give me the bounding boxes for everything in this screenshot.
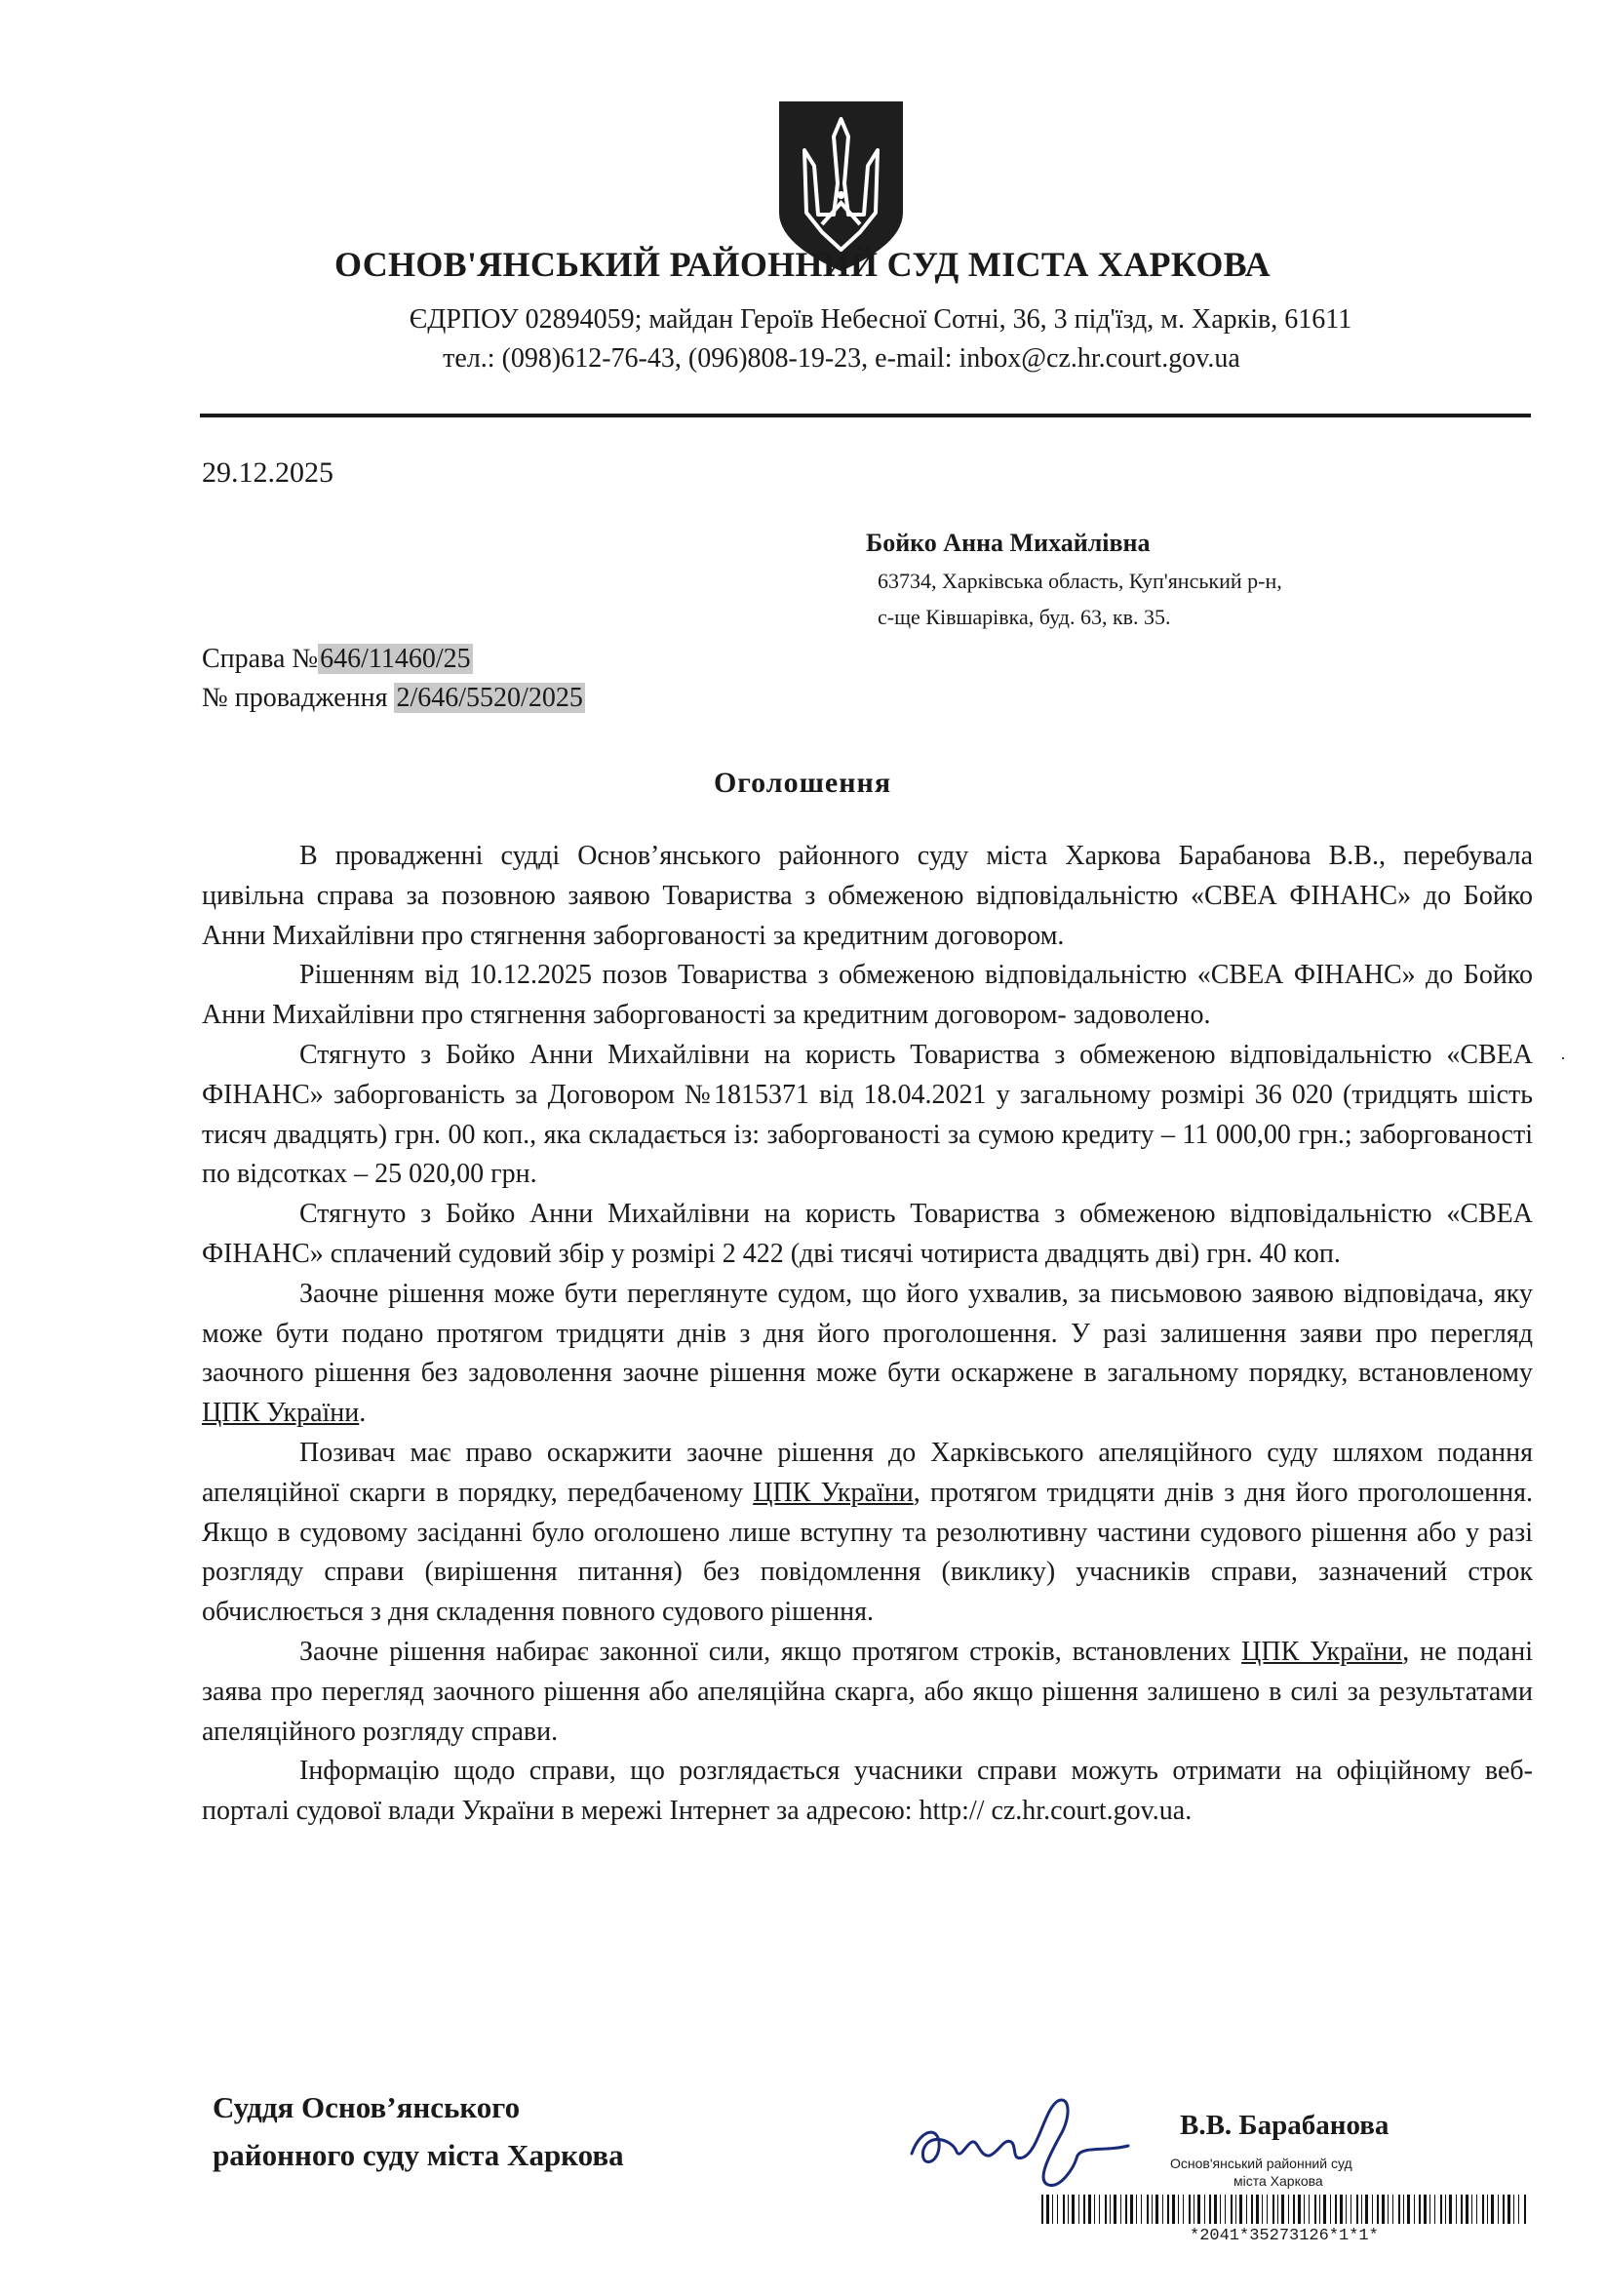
law-link[interactable]: ЦПК України — [1241, 1636, 1403, 1667]
handwritten-signature — [902, 2087, 1136, 2195]
judge-title-line: районного суду міста Харкова — [213, 2138, 624, 2172]
paragraph — [202, 1434, 1533, 1633]
court-name-heading: ОСНОВ'ЯНСЬКИЙ РАЙОННИЙ СУД МІСТА ХАРКОВА — [334, 245, 1271, 284]
paragraph: Стягнуто з Бойко Анни Михайлівни на користь Товариства з обмеженою відповідальністю «СВЕА ФІНАНС» сплачений судовий збір у розмірі 2 422 (дві тисячі чотириста двадцять дві) грн. 40 коп. — [202, 1199, 1533, 1269]
proceeding-label: № провадження — [202, 683, 395, 713]
court-contacts-line: тел.: (098)612-76-43, (096)808-19-23, e-mail: inbox@cz.hr.court.gov.ua — [443, 343, 1240, 374]
paragraph-text: . — [359, 1398, 367, 1429]
scan-mark: · — [1560, 1049, 1566, 1068]
paragraph: Стягнуто з Бойко Анни Михайлівни на користь Товариства з обмеженою відповідальністю «СВЕА ФІНАНС» заборгованість за Договором №1815371 від 18.04.2021 у загальному розмірі 36 020 (тридцять шість тисяч двадцять) грн. 00 коп., яка складається із: заборгованості за сумою кредиту – 11 000,00 грн.; заборгованості по відсотках – 25 020,00 грн. — [202, 1039, 1533, 1190]
paragraph: Інформацію щодо справи, що розглядається учасники справи можуть отримати на офіційному веб-порталі судової влади України в мережі Інтернет за адресою: http:// cz.hr.court.gov.ua. — [202, 1756, 1533, 1827]
law-link[interactable]: ЦПК України — [753, 1477, 914, 1508]
proceeding-number-line — [202, 683, 585, 714]
barcode — [1041, 2195, 1529, 2224]
judge-name: В.В. Барабанова — [1180, 2110, 1390, 2141]
document-title: Оголошення — [713, 767, 892, 799]
paragraph-text: , протягом тридцяти днів з дня його проголошення. Якщо в судовому засіданні було оголошено лише вступну та резолютивну частини судового рішення або у разі розгляду справи (вирішення питання) без повідомлення (виклику) учасників справи, зазначений строк обчислюється з дня складення повного судового рішення. — [202, 1477, 1533, 1628]
recipient-address-line: 63734, Харківська область, Куп'янський р-н, — [878, 569, 1282, 593]
recipient-address-line: с-ще Ківшарівка, буд. 63, кв. 35. — [878, 605, 1171, 629]
paragraph-text: Заочне рішення набирає законної сили, якщо протягом строків, встановлених — [299, 1636, 1242, 1667]
paragraph — [202, 1633, 1533, 1752]
paragraph — [202, 1275, 1533, 1434]
case-number: 646/11460/25 — [320, 644, 471, 674]
case-label: Справа № — [202, 644, 319, 674]
paragraph-text: , не подані заява про перегляд заочного рішення або апеляційна скарга, або якщо рішення залишено в силі за результатами апеляційного розгляду справи. — [202, 1636, 1533, 1747]
paragraph-text: Позивач має право оскаржити заочне рішення до Харківського апеляційного суду шляхом подання апеляційної скарги в порядку, передбаченому — [202, 1437, 1533, 1508]
law-link[interactable]: ЦПК України — [202, 1398, 360, 1429]
paragraph-text: Заочне рішення може бути переглянуте судом, що його ухвалив, за письмовою заявою відповідача, яку може бути подано протягом тридцяти днів з дня його проголошення. У разі залишення заяви про перегляд заочного рішення без задоволення заочне рішення може бути оскаржене в загальному порядку, встановленому — [202, 1278, 1533, 1389]
proceeding-number: 2/646/5520/2025 — [396, 683, 583, 713]
announcement-body — [202, 837, 1533, 1832]
paragraph: Рішенням від 10.12.2025 позов Товариства з обмеженою відповідальністю «СВЕА ФІНАНС» до Бойко Анни Михайлівни про стягнення заборгованості за кредитним договором- задоволено. — [202, 960, 1533, 1031]
recipient-name: Бойко Анна Михайлівна — [866, 529, 1151, 557]
case-number-line — [202, 644, 473, 675]
header-divider — [200, 414, 1531, 417]
barcode-number: *2041*35273126*1*1* — [1190, 2227, 1379, 2245]
document-date: 29.12.2025 — [202, 456, 333, 489]
judge-title-line: Суддя Основ’янського — [213, 2090, 521, 2124]
stamp-text: міста Харкова — [1233, 2173, 1323, 2189]
court-address-line: ЄДРПОУ 02894059; майдан Героїв Небесної Сотні, 36, 3 під'їзд, м. Харків, 61611 — [409, 304, 1352, 335]
stamp-text: Основ'янський районний суд — [1170, 2156, 1352, 2171]
paragraph: В провадженні судді Основ’янського районного суду міста Харкова Барабанова В.В., перебувала цивільна справа за позовною заявою Товариства з обмеженою відповідальністю «СВЕА ФІНАНС» до Бойко Анни Михайлівни про стягнення заборгованості за кредитним договором. — [202, 841, 1533, 951]
